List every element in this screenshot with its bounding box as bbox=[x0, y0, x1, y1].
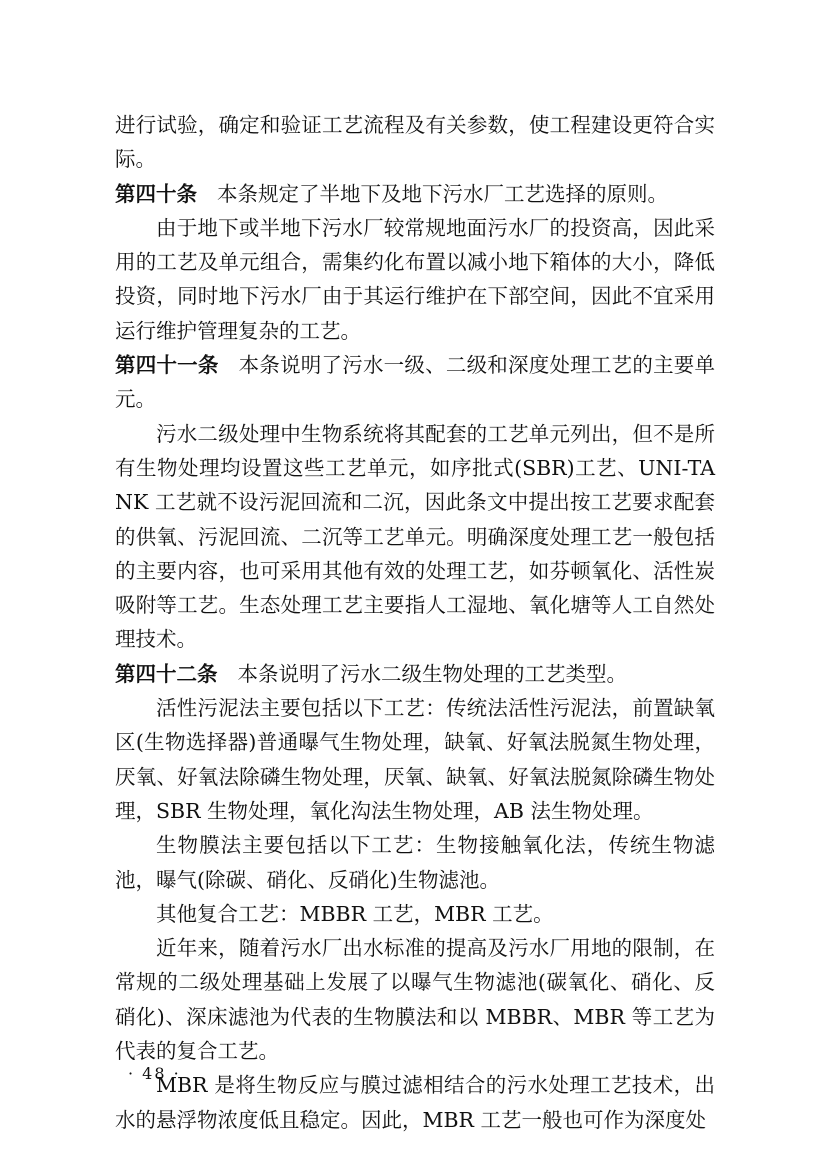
paragraph-text: 近年来，随着污水厂出水标准的提高及污水厂用地的限制，在常规的二级处理基础上发展了以曝气生物滤池(碳氧化、硝化、反硝化)、深床滤池为代表的生物膜法和以 MBBR、MBR 等工艺为代表的复合工艺。 bbox=[115, 936, 715, 1064]
article-40-summary: 本条规定了半地下及地下污水厂工艺选择的原则。 bbox=[217, 181, 668, 206]
article-42-summary: 本条说明了污水二级生物处理的工艺类型。 bbox=[237, 661, 627, 686]
article-41-summary: 本条说明了污水一级、二级和深度处理工艺的主要单元。 bbox=[115, 353, 716, 412]
mbr-paragraph bbox=[115, 1068, 715, 1137]
paragraph-continuation bbox=[115, 108, 715, 177]
paragraph-text: 活性污泥法主要包括以下工艺：传统法活性污泥法，前置缺氧区(生物选择器)普通曝气生物处理，缺氧、好氧法脱氮生物处理，厌氧、好氧法除磷生物处理，厌氧、缺氧、好氧法脱氮除磷生物处理，SBR 生物处理，氧化沟法生物处理，AB 法生物处理。 bbox=[115, 696, 715, 823]
article-41-explanation bbox=[115, 417, 715, 657]
paragraph-text: 生物膜法主要包括以下工艺：生物接触氧化法，传统生物滤池，曝气(除碳、硝化、反硝化)生物滤池。 bbox=[115, 833, 715, 892]
paragraph-text: 其他复合工艺：MBBR 工艺，MBR 工艺。 bbox=[156, 901, 554, 926]
activated-sludge-paragraph bbox=[115, 691, 715, 828]
paragraph-text: MBR 是将生物反应与膜过滤相结合的污水处理工艺技术，出水的悬浮物浓度低且稳定。因此，MBR 工艺一般也可作为深度处 bbox=[115, 1073, 715, 1132]
article-40-label: 第四十条 bbox=[115, 181, 197, 206]
composite-process-paragraph bbox=[115, 897, 715, 931]
page-body bbox=[115, 108, 715, 1137]
paragraph-text: 污水二级处理中生物系统将其配套的工艺单元列出，但不是所有生物处理均设置这些工艺单元，如序批式(SBR)工艺、UNI-TANK 工艺就不设污泥回流和二沉，因此条文中提出按工艺要求配套的供氧、污泥回流、二沉等工艺单元。明确深度处理工艺一般包括的主要内容，也可采用其他有效的处理工艺，如芬顿氧化、活性炭吸附等工艺。生态处理工艺主要指人工湿地、氧化塘等人工自然处理技术。 bbox=[115, 421, 715, 652]
article-41-label: 第四十一条 bbox=[115, 353, 219, 378]
article-40-heading bbox=[115, 177, 715, 211]
page-number: · 48 · bbox=[128, 1064, 181, 1083]
article-41-heading bbox=[115, 348, 715, 417]
article-42-label: 第四十二条 bbox=[115, 661, 218, 686]
article-40-explanation bbox=[115, 211, 715, 348]
recent-development-paragraph bbox=[115, 931, 715, 1068]
paragraph-text: 由于地下或半地下污水厂较常规地面污水厂的投资高，因此采用的工艺及单元组合，需集约化布置以减小地下箱体的大小，降低投资，同时地下污水厂由于其运行维护在下部空间，因此不宜采用运行维护管理复杂的工艺。 bbox=[115, 215, 715, 343]
paragraph-text: 进行试验，确定和验证工艺流程及有关参数，使工程建设更符合实际。 bbox=[115, 113, 715, 172]
biofilm-paragraph bbox=[115, 828, 715, 897]
article-42-heading bbox=[115, 657, 715, 691]
